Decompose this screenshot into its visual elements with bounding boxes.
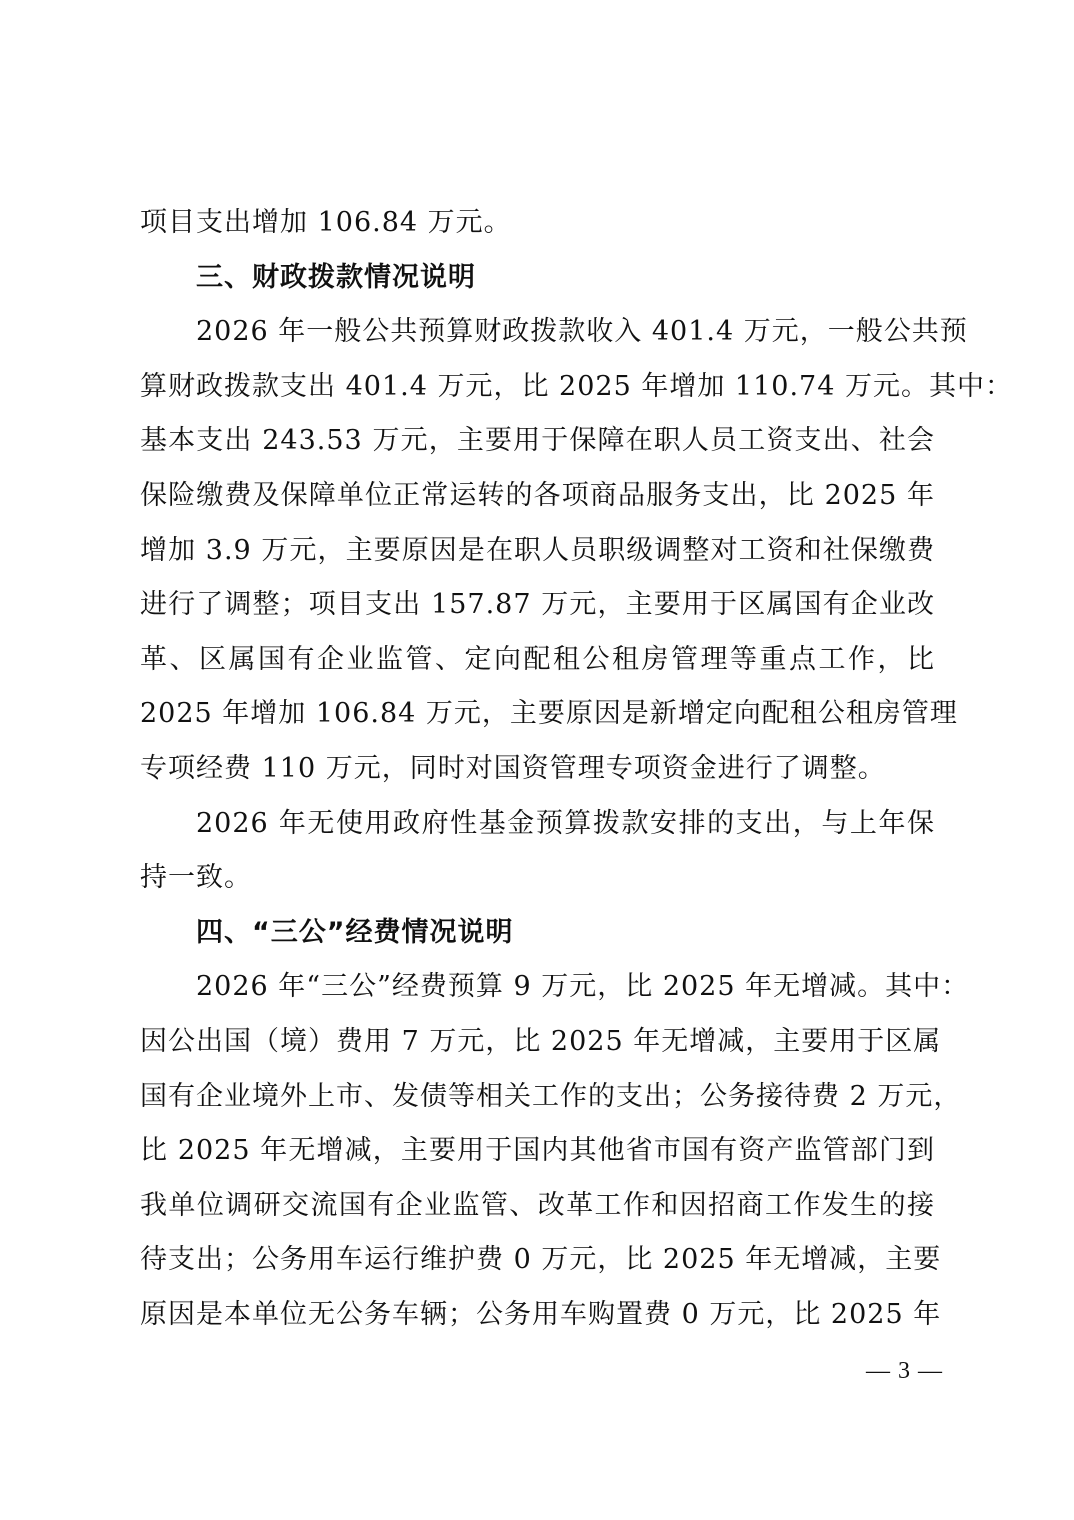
- document-body: [140, 196, 1013, 1342]
- text-line: 国有企业境外上市、发债等相关工作的支出；公务接待费 2 万元，: [140, 1080, 962, 1112]
- text-line: 项目支出增加 106.84 万元。: [140, 207, 512, 238]
- text-line: 持一致。: [140, 862, 252, 894]
- text-line: 因公出国（境）费用 7 万元，比 2025 年无增减，主要用于区属: [140, 1025, 942, 1057]
- text-line: 革、区属国有企业监管、定向配租公租房管理等重点工作，比: [140, 643, 935, 675]
- text-line: 比 2025 年无增减，主要用于国内其他省市国有资产监管部门到: [140, 1135, 935, 1167]
- text-line: 待支出；公务用车运行维护费 0 万元，比 2025 年无增减，主要: [140, 1244, 942, 1276]
- section-heading: 三、财政拨款情况说明: [196, 261, 476, 293]
- text-line: 保险缴费及保障单位正常运转的各项商品服务支出，比 2025 年: [140, 479, 935, 511]
- text-line: 算财政拨款支出 401.4 万元，比 2025 年增加 110.74 万元。其中：: [140, 370, 1013, 402]
- text-line: 2025 年增加 106.84 万元，主要原因是新增定向配租公租房管理: [140, 698, 958, 730]
- page-number: — 3 —: [866, 1358, 943, 1384]
- text-line: 2026 年一般公共预算财政拨款收入 401.4 万元，一般公共预: [196, 316, 968, 348]
- text-line: 2026 年无使用政府性基金预算拨款安排的支出，与上年保: [196, 807, 935, 839]
- text-line: 原因是本单位无公务车辆；公务用车购置费 0 万元，比 2025 年: [140, 1298, 942, 1330]
- text-line: 进行了调整；项目支出 157.87 万元，主要用于区属国有企业改: [140, 589, 935, 621]
- text-line: 基本支出 243.53 万元，主要用于保障在职人员工资支出、社会: [140, 425, 935, 457]
- text-line: 增加 3.9 万元，主要原因是在职人员职级调整对工资和社保缴费: [140, 534, 935, 566]
- section-heading: 四、“三公”经费情况说明: [196, 916, 514, 948]
- text-line: 2026 年“三公”经费预算 9 万元，比 2025 年无增减。其中：: [196, 971, 970, 1003]
- text-line: 我单位调研交流国有企业监管、改革工作和因招商工作发生的接: [140, 1189, 935, 1221]
- text-line: 专项经费 110 万元，同时对国资管理专项资金进行了调整。: [140, 752, 886, 784]
